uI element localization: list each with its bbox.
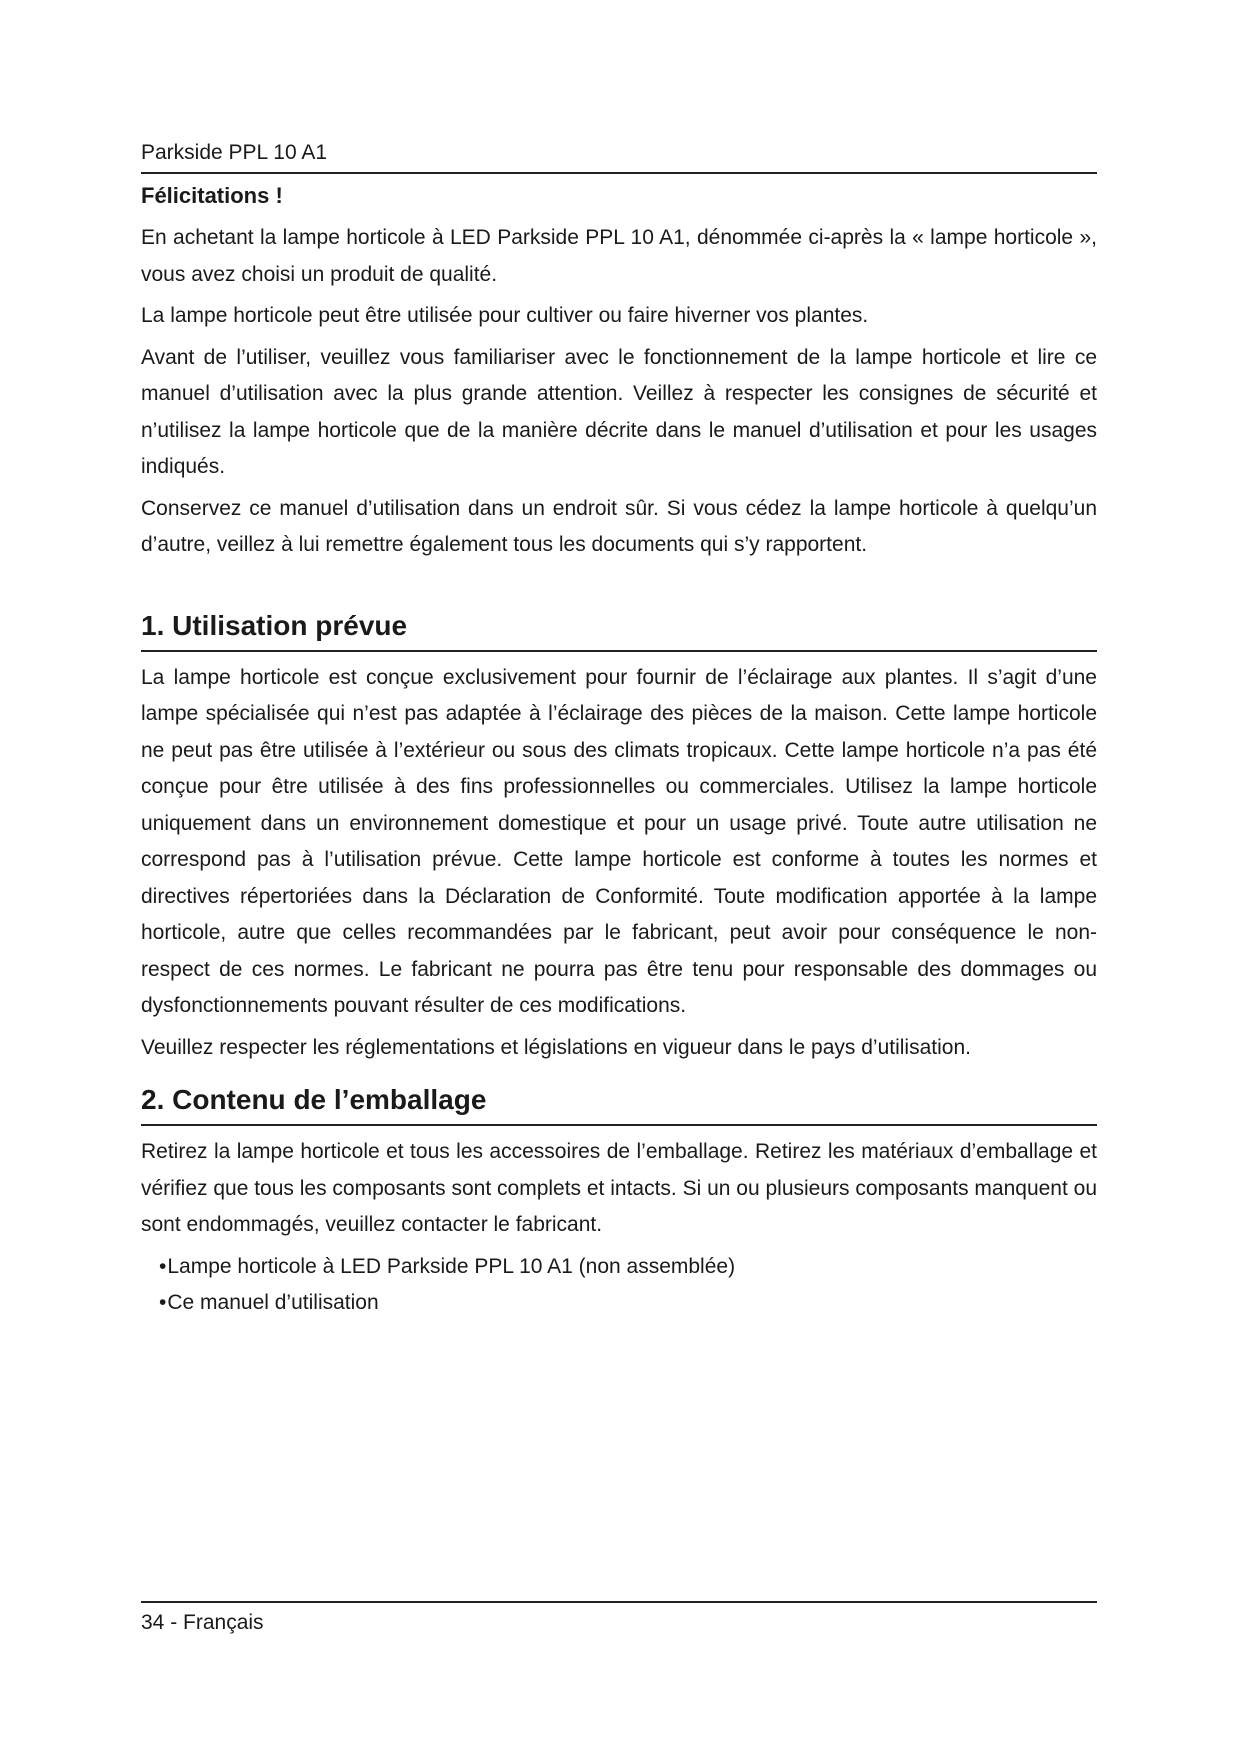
intro-paragraph: Avant de l’utiliser, veuillez vous familiariser avec le fonctionnement de la lampe horticole et lire ce manuel d’utilisation avec la plus grande attention. Veillez à respecter les consignes de sécurité et n’utilisez la lampe horticole que de la manière décrite dans le manuel d’utilisation et pour les usages indiqués. bbox=[141, 345, 1097, 478]
section-title-contenu: 2. Contenu de l’emballage bbox=[141, 1080, 1097, 1126]
bullet-icon: • bbox=[159, 1291, 167, 1314]
document-page bbox=[141, 0, 1097, 1754]
header-rule bbox=[141, 172, 1097, 174]
package-contents-list bbox=[141, 1249, 1097, 1322]
list-item-text: Lampe horticole à LED Parkside PPL 10 A1 (non assemblée) bbox=[167, 1254, 736, 1278]
list-item-text: Ce manuel d’utilisation bbox=[167, 1291, 379, 1314]
list-item bbox=[159, 1249, 1097, 1286]
page-content bbox=[141, 178, 1097, 1322]
intro-title: Félicitations ! bbox=[141, 183, 283, 208]
list-item bbox=[159, 1285, 1097, 1322]
section-title-utilisation: 1. Utilisation prévue bbox=[141, 606, 1097, 652]
section1-paragraph: Veuillez respecter les réglementations et législations en vigueur dans le pays d’utilisation. bbox=[141, 1035, 971, 1059]
page-footer: 34 - Français bbox=[141, 1611, 264, 1634]
intro-paragraph: La lampe horticole peut être utilisée pour cultiver ou faire hiverner vos plantes. bbox=[141, 304, 869, 327]
section1-paragraph: La lampe horticole est conçue exclusivement pour fournir de l’éclairage aux plantes. Il s’agit d’une lampe spécialisée qui n’est pas adaptée à l’éclairage des pièces de la maison. Cette lampe horticole ne peut pas être utilisée à l’extérieur ou sous des climats tropicaux. Cette lampe horticole n’a pas été conçue pour être utilisée à des fins professionnelles ou commerciales. Utilisez la lampe horticole uniquement dans un environnement domestique et pour un usage privé. Toute autre utilisation ne correspond pas à l’utilisation prévue. Cette lampe horticole est conforme à toutes les normes et directives répertoriées dans la Déclaration de Conformité. Toute modification apportée à la lampe horticole, autre que celles recommandées par le fabricant, peut avoir pour conséquence le non-respect de ces normes. Le fabricant ne pourra pas être tenu pour responsable des dommages ou dysfonctionnements pouvant résulter de ces modifications. bbox=[141, 665, 1097, 1017]
intro-paragraph: En achetant la lampe horticole à LED Parkside PPL 10 A1, dénommée ci-après la « lampe horticole », vous avez choisi un produit de qualité. bbox=[141, 226, 1097, 286]
bullet-icon: • bbox=[159, 1254, 167, 1278]
section2-paragraph: Retirez la lampe horticole et tous les accessoires de l’emballage. Retirez les matériaux d’emballage et vérifiez que tous les composants sont complets et intacts. Si un ou plusieurs composants manquent ou sont endommagés, veuillez contacter le fabricant. bbox=[141, 1140, 1098, 1236]
running-header: Parkside PPL 10 A1 bbox=[141, 141, 328, 164]
footer-rule bbox=[141, 1601, 1097, 1603]
intro-paragraph: Conservez ce manuel d’utilisation dans un endroit sûr. Si vous cédez la lampe horticole à quelqu’un d’autre, veillez à lui remettre également tous les documents qui s’y rapportent. bbox=[141, 496, 1097, 556]
